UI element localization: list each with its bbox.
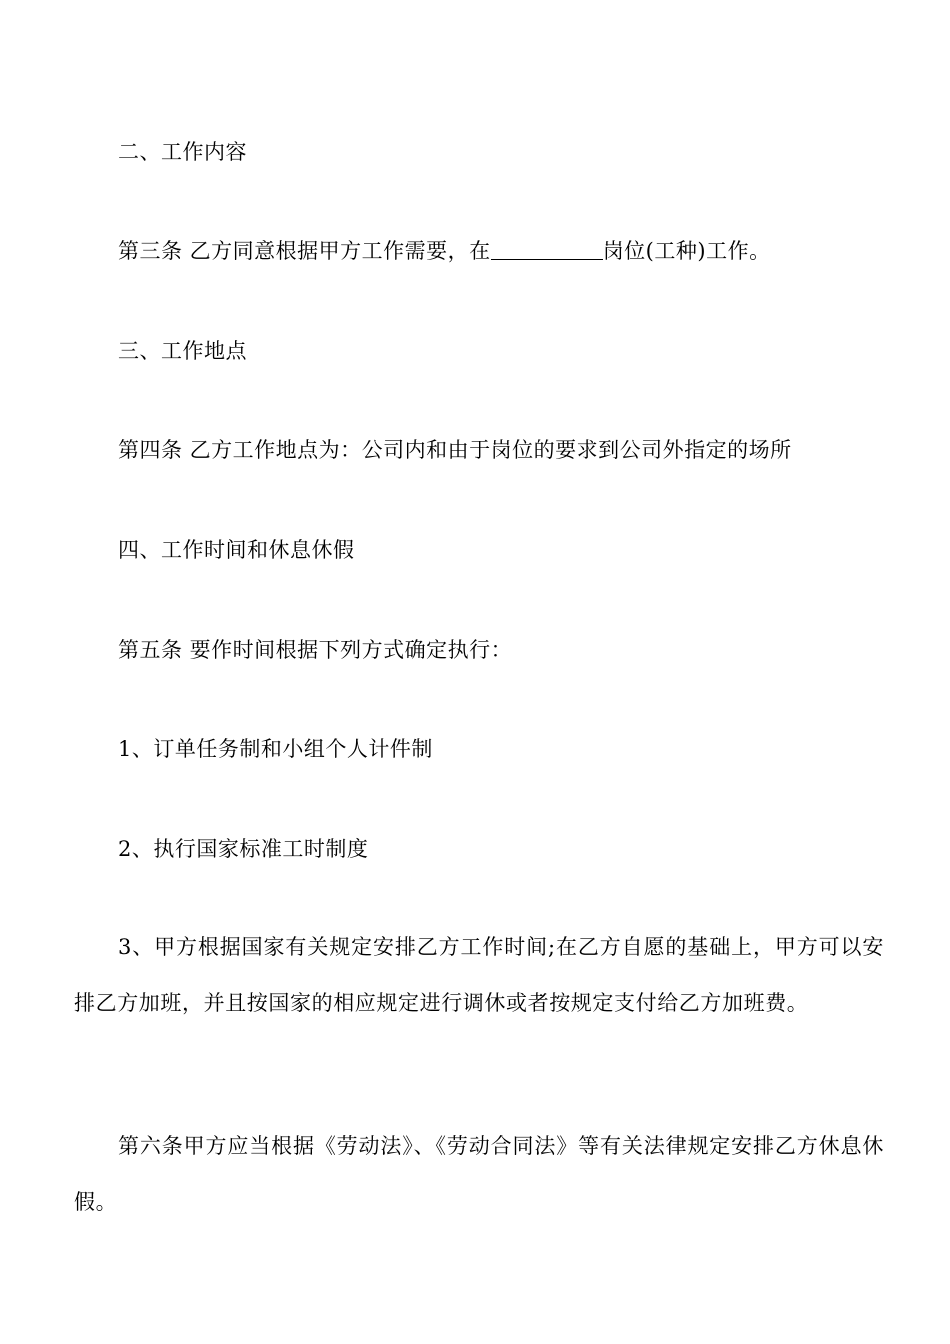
article-3 [118, 236, 771, 266]
list-item-2: 2、执行国家标准工时制度 [118, 837, 369, 861]
list-item-3: 3、甲方根据国家有关规定安排乙方工作时间;在乙方自愿的基础上，甲方可以安排乙方加班，并且按国家的相应规定进行调休或者按规定支付给乙方加班费。 [74, 935, 884, 1015]
article-3-text-before: 第三条 乙方同意根据甲方工作需要，在 [118, 239, 491, 263]
article-5: 第五条 要作时间根据下列方式确定执行： [118, 638, 513, 662]
section-heading-work-location: 三、工作地点 [118, 339, 247, 363]
position-blank-field [491, 239, 603, 260]
section-heading-work-content: 二、工作内容 [118, 140, 247, 164]
list-item-1: 1、订单任务制和小组个人计件制 [118, 737, 433, 761]
section-heading-work-hours: 四、工作时间和休息休假 [118, 538, 355, 562]
article-6: 第六条甲方应当根据《劳动法》、《劳动合同法》等有关法律规定安排乙方休息休假。 [74, 1134, 884, 1214]
article-4: 第四条 乙方工作地点为：公司内和由于岗位的要求到公司外指定的场所 [118, 438, 792, 462]
article-3-text-after: 岗位(工种)工作。 [602, 239, 771, 263]
